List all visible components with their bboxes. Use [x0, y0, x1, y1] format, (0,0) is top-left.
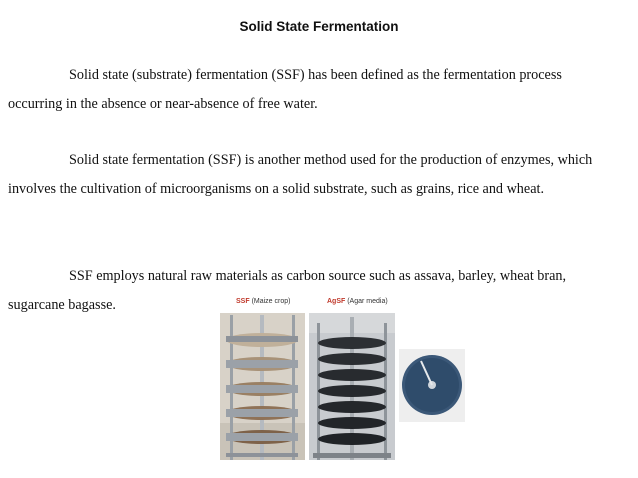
agsf-tray-reactor-photo [309, 313, 395, 460]
page-title: Solid State Fermentation [239, 19, 399, 34]
agar-tray-closeup-photo [399, 349, 465, 422]
ssf-tray-reactor-image [220, 313, 305, 460]
caption-ssf [236, 298, 290, 305]
caption-agsf-label: AgSF [327, 298, 346, 305]
paragraph-ssf-materials: SSF employs natural raw materials as carbon source such as assava, barley, wheat bran, sugarcane bagasse. [8, 268, 567, 313]
caption-ssf-detail: (Maize crop) [249, 298, 291, 305]
ssf-tray-reactor-photo [220, 313, 305, 460]
paragraph-ssf-definition: Solid state (substrate) fermentation (SSF) has been defined as the fermentation process occurring in the absence or near-absence of free water. [8, 67, 562, 112]
caption-agsf [327, 298, 388, 305]
paragraph-ssf-enzymes: Solid state fermentation (SSF) is another method used for the production of enzymes, which involves the cultivation of microorganisms on a solid substrate, such as grains, rice and wheat. [8, 152, 593, 197]
agar-tray-closeup-image [399, 349, 465, 422]
agsf-tray-reactor-image [309, 313, 395, 460]
caption-ssf-label: SSF [236, 298, 250, 305]
caption-agsf-detail: (Agar media) [345, 298, 388, 305]
